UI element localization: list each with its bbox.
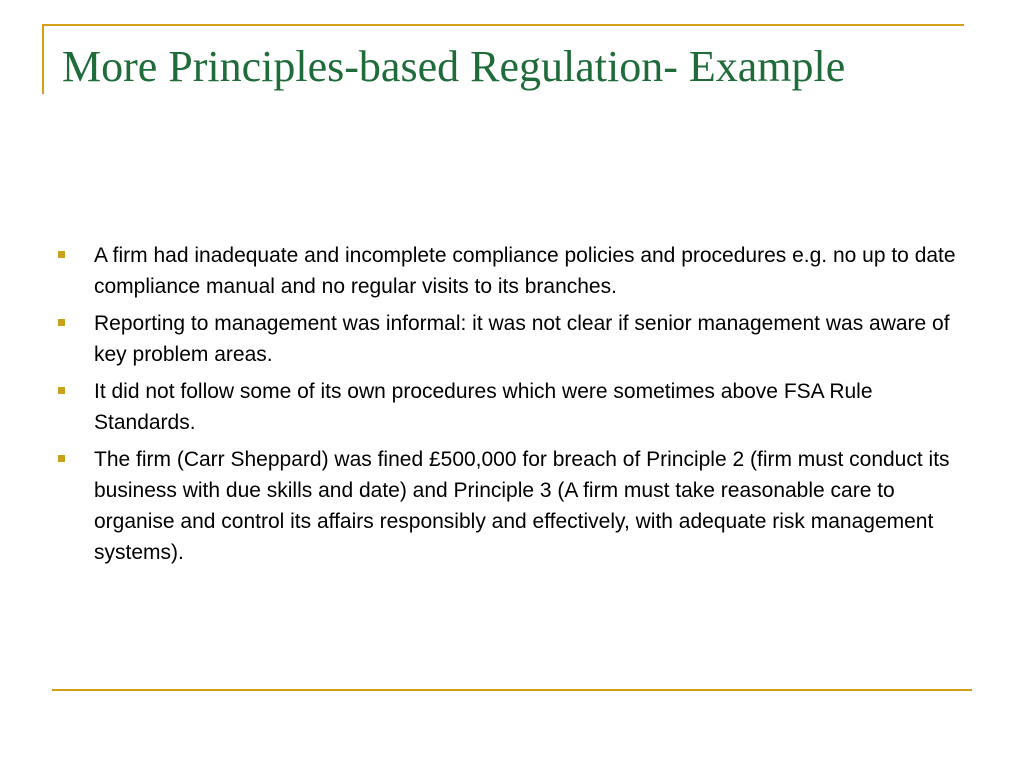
bullet-item: [58, 240, 958, 302]
bullet-text: It did not follow some of its own procedures which were sometimes above FSA Rule Standards.: [94, 380, 873, 434]
bullet-item: [58, 376, 958, 438]
bullet-item: [58, 444, 958, 568]
square-bullet-icon: [58, 251, 65, 258]
title-frame-left-rule: [42, 24, 44, 94]
square-bullet-icon: [58, 387, 65, 394]
slide-title: More Principles-based Regulation- Example: [62, 42, 846, 91]
bullet-text: A firm had inadequate and incomplete compliance policies and procedures e.g. no up to date compliance manual and no regular visits to its branches.: [94, 244, 956, 298]
bullet-text: The firm (Carr Sheppard) was fined £500,000 for breach of Principle 2 (firm must conduct its business with due skills and date) and Principle 3 (A firm must take reasonable care to organise and control its affairs responsibly and effectively, with adequate risk management systems).: [94, 448, 950, 564]
bullet-list: [58, 240, 958, 574]
square-bullet-icon: [58, 455, 65, 462]
bullet-text: Reporting to management was informal: it was not clear if senior management was aware of key problem areas.: [94, 312, 950, 366]
footer-rule: [52, 689, 972, 691]
square-bullet-icon: [58, 319, 65, 326]
bullet-item: [58, 308, 958, 370]
title-frame-top-rule: [42, 24, 964, 26]
